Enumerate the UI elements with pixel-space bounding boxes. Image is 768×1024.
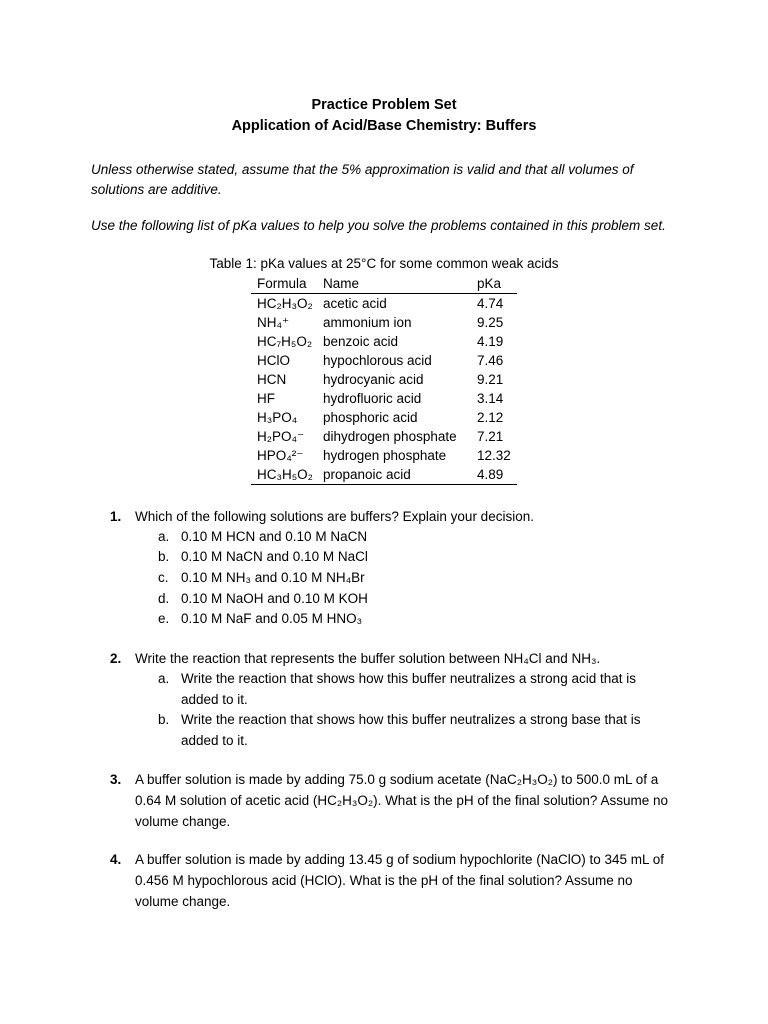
table-caption: Table 1: pKa values at 25°C for some common weak acids — [209, 256, 559, 271]
table-row — [251, 389, 517, 408]
option-letter: e. — [158, 611, 170, 626]
formula-cell: HCN — [257, 372, 287, 387]
pka-cell: 4.19 — [477, 334, 504, 349]
table-row — [251, 351, 517, 370]
option-text: 0.10 M HCN and 0.10 M NaCN — [181, 529, 368, 544]
question-number: 1. — [110, 509, 122, 524]
formula-cell: HC₂H₃O₂ — [257, 296, 313, 311]
formula-cell: HC₃H₅O₂ — [251, 465, 317, 485]
pka-cell: 9.21 — [477, 372, 504, 387]
table-row — [251, 465, 517, 485]
pka-cell: 2.12 — [477, 410, 504, 425]
formula-cell: NH₄⁺ — [257, 315, 290, 330]
option-text: Write the reaction that shows how this buffer neutralizes a strong base that is added to it. — [181, 712, 641, 748]
question-text: Write the reaction that represents the buffer solution between NH₄Cl and NH₃. — [135, 651, 601, 666]
option-letter: d. — [158, 591, 170, 606]
question-text: Which of the following solutions are buffers? Explain your decision. — [135, 509, 534, 524]
option-letter: b. — [158, 549, 170, 564]
formula-cell: HPO₄²⁻ — [257, 448, 304, 463]
name-cell: hypochlorous acid — [323, 353, 432, 368]
table-row — [251, 332, 517, 351]
question-number: 3. — [110, 772, 122, 787]
table-row — [251, 313, 517, 332]
option-letter: a. — [158, 671, 170, 686]
pka-cell: 9.25 — [477, 315, 504, 330]
name-cell: benzoic acid — [323, 334, 399, 349]
table-row — [251, 294, 517, 314]
name-cell: dihydrogen phosphate — [323, 429, 457, 444]
question-number: 2. — [110, 651, 122, 666]
option-text: Write the reaction that shows how this buffer neutralizes a strong acid that is added to it. — [181, 671, 636, 707]
name-cell: hydrocyanic acid — [323, 372, 424, 387]
table-row — [251, 408, 517, 427]
question-text: A buffer solution is made by adding 75.0 g sodium acetate (NaC₂H₃O₂) to 500.0 mL of a 0.64 M solution of acetic acid (HC₂H₃O₂). What is the pH of the final solution? Assume no volume change. — [135, 772, 668, 829]
page-title: Practice Problem Set — [311, 97, 457, 113]
pka-cell: 12.32 — [477, 448, 511, 463]
pka-cell: 4.74 — [477, 296, 504, 311]
table-row — [251, 446, 517, 465]
formula-cell: H₃PO₄ — [257, 410, 298, 425]
option-letter: a. — [158, 529, 170, 544]
option-text: 0.10 M NaCN and 0.10 M NaCl — [181, 549, 368, 564]
title-block — [0, 95, 768, 137]
table-row — [251, 427, 517, 446]
table-header-row — [251, 274, 517, 294]
question-number: 4. — [110, 852, 122, 867]
formula-cell: HClO — [257, 353, 290, 368]
name-cell: propanoic acid — [317, 465, 471, 485]
option-letter: b. — [158, 712, 170, 727]
formula-cell: HF — [257, 391, 275, 406]
pka-cell: 7.21 — [477, 429, 504, 444]
table-row — [251, 370, 517, 389]
pka-cell: 3.14 — [477, 391, 504, 406]
instruction-note: Use the following list of pKa values to help you solve the problems contained in this problem set. — [91, 218, 666, 233]
page-subtitle: Application of Acid/Base Chemistry: Buffers — [231, 118, 537, 134]
option-text: 0.10 M NaF and 0.05 M HNO₃ — [181, 611, 363, 626]
pka-cell: 4.89 — [471, 465, 517, 485]
name-cell: phosphoric acid — [323, 410, 418, 425]
assumption-note: Unless otherwise stated, assume that the 5% approximation is valid and that all volumes of solutions are additive. — [91, 162, 634, 197]
question-text: A buffer solution is made by adding 13.45 g of sodium hypochlorite (NaClO) to 345 mL of 0.456 M hypochlorous acid (HClO). What is the pH of the final solution? Assume no volume change. — [135, 852, 665, 909]
name-cell: hydrofluoric acid — [323, 391, 422, 406]
name-cell: ammonium ion — [323, 315, 412, 330]
option-text: 0.10 M NaOH and 0.10 M KOH — [181, 591, 368, 606]
pka-cell: 7.46 — [477, 353, 504, 368]
formula-cell: H₂PO₄⁻ — [257, 429, 305, 444]
formula-cell: HC₇H₅O₂ — [257, 334, 313, 349]
header-formula: Formula — [251, 274, 317, 294]
option-letter: c. — [158, 570, 169, 585]
option-text: 0.10 M NH₃ and 0.10 M NH₄Br — [181, 570, 365, 585]
name-cell: acetic acid — [323, 296, 387, 311]
header-name: Name — [317, 274, 471, 294]
name-cell: hydrogen phosphate — [323, 448, 447, 463]
header-pka: pKa — [471, 274, 517, 294]
pka-table — [251, 274, 517, 485]
